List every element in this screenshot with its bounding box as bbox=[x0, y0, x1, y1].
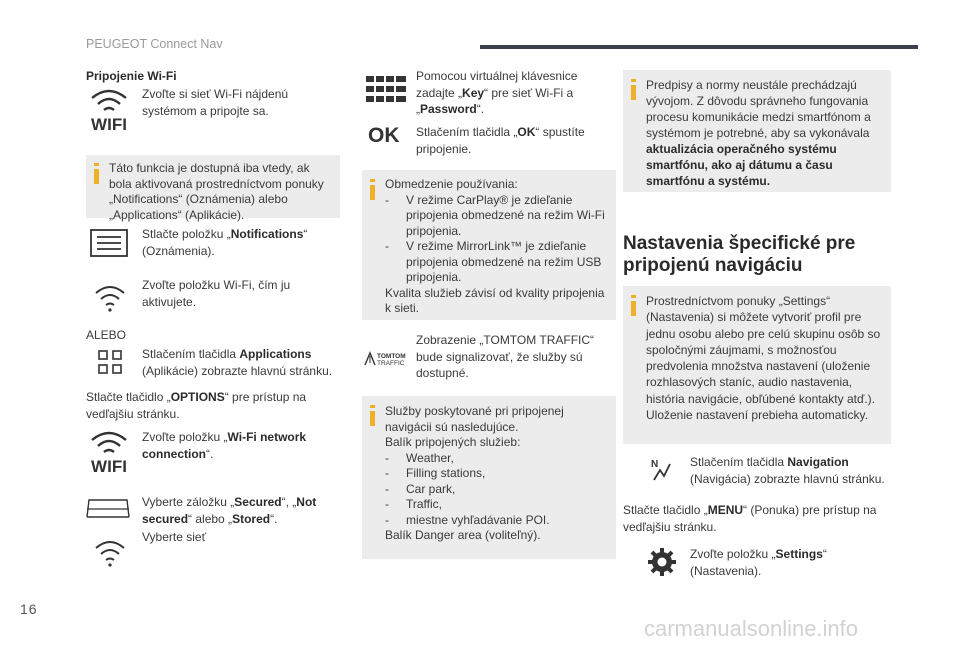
dash: - bbox=[385, 497, 389, 511]
svg-text:WIFI: WIFI bbox=[91, 457, 127, 474]
dash: - bbox=[385, 192, 389, 207]
step-activate-wifi: Zvoľte položku Wi-Fi, čím ju aktivujete. bbox=[142, 278, 291, 309]
item-text: miestne vyhľadávanie POI. bbox=[406, 512, 550, 527]
step-ok-connect bbox=[416, 124, 596, 157]
step-settings bbox=[690, 546, 870, 579]
ok-icon: OK bbox=[368, 124, 400, 147]
list-item bbox=[385, 466, 611, 482]
text: “ pre sieť Wi-Fi a „ bbox=[416, 85, 574, 116]
bold-text: Navigation bbox=[787, 455, 849, 469]
info-note-functionality bbox=[86, 155, 340, 222]
item-text: Filling stations, bbox=[406, 466, 486, 480]
text: Stlačte položku „ bbox=[142, 227, 231, 241]
note-marker bbox=[370, 405, 375, 408]
section-heading-navigation-settings: Nastavenia špecifické pre pripojenú navigáciu bbox=[623, 233, 856, 276]
note-marker-stem bbox=[631, 85, 636, 100]
dash: - bbox=[385, 512, 389, 527]
bold-text: MENU bbox=[707, 503, 744, 517]
note-marker-stem bbox=[370, 411, 375, 426]
step-tomtom-traffic: Zobrazenie „TOMTOM TRAFFIC“ bude signalizovať, že služby sú dostupné. bbox=[416, 333, 595, 380]
info-note-services bbox=[362, 396, 616, 559]
note-pack: Balík pripojených služieb: bbox=[385, 435, 521, 449]
note-marker bbox=[94, 163, 99, 166]
gear-icon bbox=[646, 546, 678, 578]
item-text: Traffic, bbox=[406, 497, 443, 511]
wifi-signal-icon bbox=[94, 283, 126, 313]
note-marker-stem bbox=[631, 301, 636, 316]
text: “, „ bbox=[281, 495, 297, 509]
bold-text: Notifications bbox=[230, 227, 304, 241]
dash: - bbox=[385, 450, 389, 465]
wifi-signal-icon bbox=[94, 538, 126, 568]
note-marker-stem bbox=[370, 185, 375, 200]
text: Zvoľte položku „ bbox=[690, 547, 776, 561]
tabs-icon bbox=[86, 497, 130, 519]
step-notifications bbox=[142, 226, 332, 259]
note-marker bbox=[631, 295, 636, 298]
text: “ (Nastavenia). bbox=[690, 547, 827, 578]
list-item bbox=[385, 513, 611, 529]
bold-text: aktualizácia operačného systému smartfónu, ako aj dátumu a času smartfónu a systému. bbox=[646, 142, 837, 188]
text: Stlačením tlačidla bbox=[690, 455, 788, 469]
watermark: carmanualsonline.info bbox=[644, 616, 859, 641]
svg-text:N: N bbox=[651, 459, 659, 470]
info-note-settings-profile bbox=[623, 286, 891, 444]
text: “ alebo „ bbox=[188, 511, 233, 526]
item-text: V režime MirrorLink™ je zdieľanie pripojenia obmedzené na režim USB pripojenia. bbox=[406, 239, 602, 284]
navigation-icon bbox=[648, 456, 674, 482]
or-separator: ALEBO bbox=[86, 328, 127, 342]
document-header-title: PEUGEOT Connect Nav bbox=[86, 37, 223, 51]
step-navigation bbox=[690, 454, 890, 487]
list-item bbox=[385, 482, 611, 498]
svg-text:TRAFFIC: TRAFFIC bbox=[377, 360, 405, 367]
note-intro: Služby poskytované pri pripojenej navigácii sú nasledujúce. bbox=[385, 404, 564, 434]
text: (Aplikácie) zobrazte hlavnú stránku. bbox=[142, 363, 333, 378]
bold-text: Not secured bbox=[142, 495, 317, 526]
keyboard-icon bbox=[366, 76, 406, 104]
list-item bbox=[385, 193, 611, 240]
text: Stlačením tlačidla bbox=[142, 347, 240, 361]
bold-text: Stored bbox=[232, 511, 271, 526]
text: Stlačením tlačidla „ bbox=[416, 125, 518, 139]
header-bar bbox=[480, 45, 918, 49]
item-text: V režime CarPlay® je zdieľanie pripojenia obmedzené na režim Wi-Fi pripojenia. bbox=[406, 192, 605, 238]
wifi-icon bbox=[88, 428, 130, 474]
text: “ pre prístup na vedľajšiu stránku. bbox=[86, 390, 307, 421]
wifi-icon bbox=[88, 86, 130, 132]
svg-text:WIFI: WIFI bbox=[91, 115, 127, 132]
tomtom-traffic-icon bbox=[364, 350, 408, 368]
note-marker bbox=[370, 179, 375, 182]
bold-text: Key bbox=[462, 85, 485, 100]
step-keyboard-key-password bbox=[416, 68, 596, 118]
note-text: Prostredníctvom ponuky „Settings“ (Nastavenia) si môžete vytvoriť profil pre jednu osobu alebo pre celú skupinu osôb so spoločnými záujmami, s možnosťou predvolenia množstva nastavení (uloženie rozhlasových staníc, audio nastavenia, história navigácie, obľúbené kontakty atď.). Uloženie nastavení prebieha automaticky. bbox=[646, 294, 881, 423]
text: (Navigácia) zobrazte hlavnú stránku. bbox=[690, 471, 885, 486]
list-item bbox=[385, 239, 611, 286]
text: “. bbox=[476, 102, 485, 116]
item-text: Weather, bbox=[406, 450, 454, 465]
section-heading-wifi: Pripojenie Wi-Fi bbox=[86, 69, 177, 83]
step-select-network: Vyberte sieť bbox=[142, 530, 207, 544]
list-item bbox=[385, 451, 611, 467]
step-select-wifi: Zvoľte si sieť Wi-Fi nájdenú systémom a pripojte sa. bbox=[142, 87, 289, 118]
applications-icon bbox=[98, 350, 122, 374]
note-text bbox=[385, 177, 611, 317]
info-note-regulations bbox=[623, 70, 891, 192]
bold-text: OPTIONS bbox=[170, 390, 225, 404]
list-item bbox=[385, 497, 611, 513]
text: “ (Ponuka) pre prístup na vedľajšiu stránku. bbox=[623, 503, 877, 534]
bold-text: Wi-Fi network connection bbox=[142, 430, 307, 461]
bold-text: OK bbox=[517, 125, 536, 139]
note-text: Táto funkcia je dostupná iba vtedy, ak bola aktivovaná prostredníctvom ponuky „Notifications“ (Oznámenia) alebo „Applications“ (Aplikácie). bbox=[109, 161, 324, 222]
text: Stlačte tlačidlo „ bbox=[623, 503, 708, 517]
bold-text: Applications bbox=[239, 347, 312, 361]
step-wifi-network-connection bbox=[142, 429, 332, 462]
text: “ spustíte pripojenie. bbox=[416, 125, 585, 156]
note-title: Obmedzenie používania: bbox=[385, 177, 518, 191]
text: Pomocou virtuálnej klávesnice zadajte „ bbox=[416, 69, 578, 100]
note-marker-stem bbox=[94, 169, 99, 184]
note-footer: Kvalita služieb závisí od kvality pripojenia k sieti. bbox=[385, 285, 605, 315]
dash: - bbox=[385, 239, 389, 253]
bold-text: Secured bbox=[234, 495, 282, 509]
text: Predpisy a normy neustále prechádzajú vývojom. Z dôvodu správneho fungovania procesu komunikácie medzi smartfónom a systémom je potrebné, aby sa vykonávala bbox=[646, 78, 871, 140]
text: “. bbox=[270, 511, 278, 526]
step-options bbox=[86, 389, 331, 422]
bold-text: Password bbox=[420, 102, 477, 116]
text: Stlačte tlačidlo „ bbox=[86, 390, 171, 404]
step-menu bbox=[623, 502, 888, 535]
note-footer: Balík Danger area (voliteľný). bbox=[385, 528, 541, 542]
text: Vyberte záložku „ bbox=[142, 495, 235, 509]
step-select-tab bbox=[142, 494, 332, 527]
info-note-usage-restriction bbox=[362, 170, 616, 320]
item-text: Car park, bbox=[406, 481, 456, 496]
text: “. bbox=[206, 446, 214, 461]
note-text bbox=[646, 77, 884, 189]
text: Zvoľte položku „ bbox=[142, 430, 228, 444]
dash: - bbox=[385, 466, 389, 480]
page-number: 16 bbox=[20, 601, 38, 617]
text: “ (Oznámenia). bbox=[142, 227, 308, 258]
svg-text:TOMTOM: TOMTOM bbox=[377, 353, 406, 360]
step-applications bbox=[142, 346, 342, 379]
bold-text: Settings bbox=[775, 547, 823, 561]
note-text bbox=[385, 404, 611, 544]
notifications-icon bbox=[90, 229, 128, 257]
dash: - bbox=[385, 481, 389, 496]
note-marker bbox=[631, 79, 636, 82]
